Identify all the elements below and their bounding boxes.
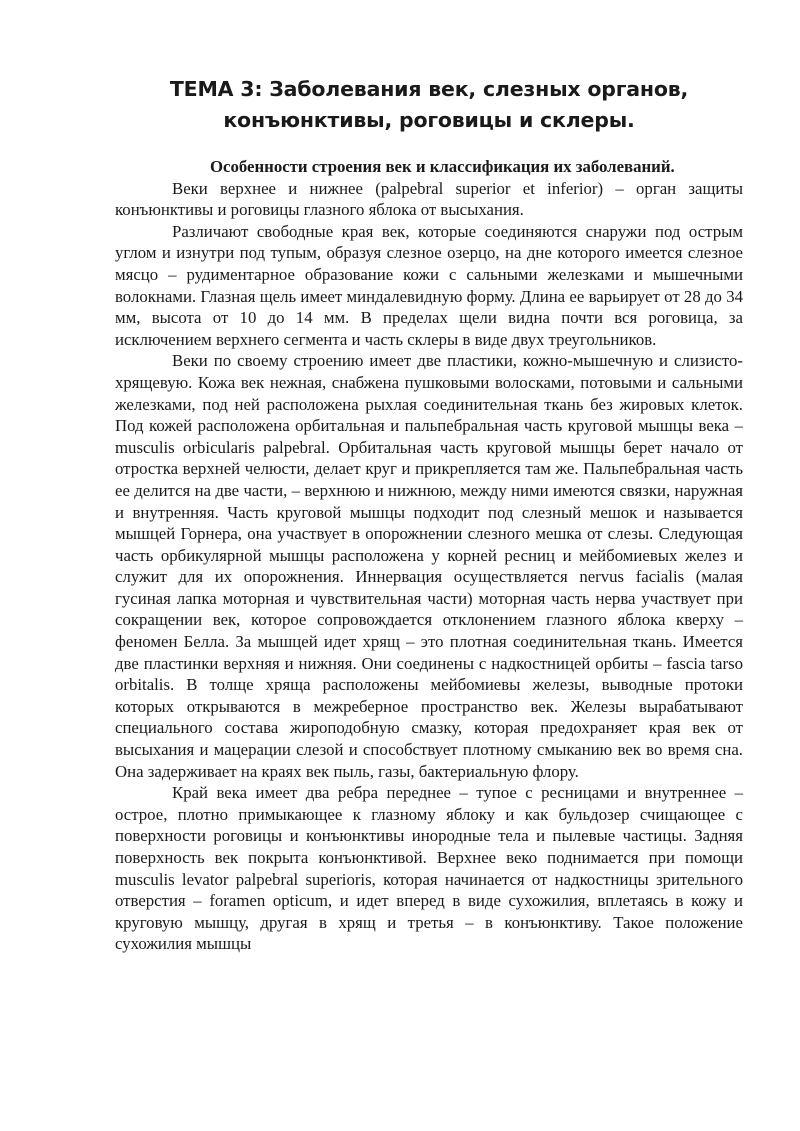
paragraph-eyelid-edges: Различают свободные края век, которые соединяются снаружи под острым углом и изнутри под тупым, образуя слезное озерцо, на дне которого имеется слезное мясцо – рудиментарное образование кожи с сальными железками и мышечными волокнами. Глазная щель имеет миндалевидную форму. Длина ее варьирует от 28 до 34 мм, высота от 10 до 14 мм. В пределах щели видна почти вся роговица, за исключением верхнего сегмента и часть склеры в виде двух треугольников. [115, 221, 743, 349]
document-page [115, 74, 743, 955]
topic-title-bold: Заболевания век, слезных органов, конъюнктивы, роговицы и склеры. [223, 77, 689, 132]
section-heading-tail: . [670, 157, 675, 176]
paragraph-eyelids-function: Веки верхнее и нижнее (palpebral superior et inferior) – орган защиты конъюнктивы и роговицы глазного яблока от высыхания. [115, 178, 743, 220]
topic-title [115, 74, 743, 136]
topic-title-prefix: ТЕМА 3: [169, 77, 270, 101]
paragraph-eyelid-structure: Веки по своему строению имеет две пластики, кожно-мышечную и слизисто-хрящевую. Кожа век нежная, снабжена пушковыми волосками, потовыми и сальными железками, под ней расположена рыхлая соединительная ткань без жировых клеток. Под кожей расположена орбитальная и пальпебральная часть круговой мышцы века – musculis orbicularis palpebral. Орбитальная часть круговой мышцы берет начало от отростка верхней челюсти, делает круг и прикрепляется там же. Пальпебральная часть ее делится на две части, – верхнюю и нижнюю, между ними имеются связки, наружная и внутренняя. Часть круговой мышцы подходит под слезный мешок и называется мышцей Горнера, она участвует в опорожнении слезного мешка от слезы. Следующая часть орбикулярной мышцы расположена у корней ресниц и мейбомиевых желез и служит для их опорожнения. Иннервация осуществляется nervus facialis (малая гусиная лапка моторная и чувствительная части) моторная часть нерва участвует при сокращении век, которое сопровождается отклонением глазного яблока кверху – феномен Белла. За мышцей идет хрящ – это плотная соединительная ткань. Имеется две пластинки верхняя и нижняя. Они соединены с надкостницей орбиты – fascia tarso orbitalis. В толще хряща расположены мейбомиевы железы, выводные протоки которых открываются в межреберное пространство век. Железы вырабатывают специального состава жироподобную смазку, которая предохраняет края век от высыхания и мацерации слезой и способствует плотному смыканию век во время сна. Она задерживает на краях век пыль, газы, бактериальную флору. [115, 351, 743, 781]
section-heading [115, 156, 743, 178]
paragraph-eyelid-margin: Край века имеет два ребра переднее – тупое с ресницами и внутреннее – острое, плотно примыкающее к глазному яблоку и как бульдозер счищающее с поверхности роговицы и конъюнктивы инородные тела и пылевые частицы. Задняя поверхность век покрыта конъюнктивой. Верхнее веко поднимается при помощи musculis levator palpebral superioris, которая начинается от надкостницы зрительного отверстия – foramen opticum, и идет вперед в виде сухожилия, вплетаясь в кожу и круговую мышцу, другая в хрящ и третья – в конъюнктиву. Такое положение сухожилия мышцы [115, 783, 743, 954]
section-heading-bold: Особенности строения век и классификация их заболеваний [210, 157, 671, 176]
